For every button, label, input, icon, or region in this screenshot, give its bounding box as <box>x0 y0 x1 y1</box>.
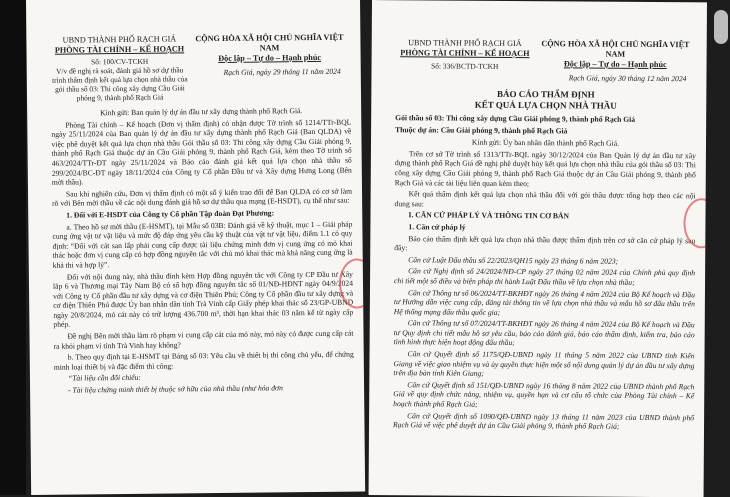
paragraph: - Tài liệu chứng minh thiết bị thuộc sở hữu của nhà thầu (như hóa đơn <box>68 383 283 395</box>
org-parent: UBND THÀNH PHỐ RẠCH GIÁ <box>62 34 177 45</box>
section-heading: I. CĂN CỨ PHÁP LÝ VÀ THÔNG TIN CƠ BẢN <box>408 210 570 221</box>
legal-basis-item: Căn cứ Luật Đấu thầu số 22/2023/QH15 ngày 23 tháng 6 năm 2023; <box>408 254 619 266</box>
package-name: Gói thầu số 03: Thi công xây dựng Cầu Giải phóng 9, thành phố Rạch Giá <box>395 113 636 124</box>
legal-basis-item: Căn cứ Thông tư số 06/2024/TT-BKHĐT ngày 26 tháng 4 năm 2024 của Bộ Kế hoạch và Đầu tư Hướng dẫn việc cung cấp, đăng tải thông tin về lựa chọn nhà thầu và mẫu hồ sơ đấu thầu trên Hệ thống mạng đấu thầu quốc gia; <box>393 287 695 317</box>
paragraph: Kết quả thẩm định kết quả lựa chọn nhà thầu đối với gói thầu được tổng hợp theo các nội dung sau: <box>394 189 696 209</box>
doc-date: Rạch Giá, ngày 30 tháng 12 năm 2024 <box>568 73 687 84</box>
org-parent: UBND THÀNH PHỐ RẠCH GIÁ <box>408 38 522 49</box>
report-header <box>395 38 696 84</box>
subsection-heading: 1. Căn cứ pháp lý <box>408 222 466 232</box>
project-name: Thuộc dự án: Cầu Giải phóng 9, thành phố Rạch Giá <box>395 124 568 135</box>
paragraph: a. Theo hồ sơ mời thầu (E-HSMT), tại Mẫu số 03B: Đánh giá về kỹ thuật, mục 1 – Giải pháp cung ứng vật tư vật liệu và mức độ đáp ứng yêu cầu kỹ thuật của vật tư vật liệu, điểm 1.1 có quy định: “Đối với cát san lấp phải cung cấp được tài liệu chứng minh đơn vị cung ứng có mỏ khai thác hoặc đơn vị cung cấp có hợp đồng nguyên tắc với chủ mỏ khai thác mà khả năng cung ứng là khả thi và hợp lý”. <box>52 219 353 270</box>
letter-header <box>50 33 351 103</box>
report-title: BÁO CÁO THẨM ĐỊNH <box>497 88 595 100</box>
addressee: Kính gửi: Ủy ban nhân dân thành phố Rạch Giá. <box>471 137 620 148</box>
legal-basis-item: Căn cứ Thông tư số 07/2024/TT-BKHĐT ngày 26 tháng 4 năm 2024 của Bộ Kế hoạch và Đầu tư Quy định chi tiết mẫu hồ sơ yêu cầu, báo cáo đánh giá, báo cáo thẩm định, kiểm tra, báo cáo tình hình thực hiện hoạt động đấu thầu; <box>393 318 695 348</box>
paragraph: Đối với nội dung này, nhà thầu đính kèm Hợp đồng nguyên tắc với Công ty CP Đầu tư Xây lắp 6 và Thương mại Tây Nam Bộ có số hợp đồng nguyên tắc số 01/NĐ-HĐNT ngày 04/9/2024 với Công ty Cổ phần đầu tư xây dựng và cơ điện Thiên Phú; Công ty Cổ phần đầu tư xây dựng và cơ điện Thiên Phú được Ủy ban nhân dân tỉnh Trà Vinh cấp Giấy phép khai thác số 23/GP-UBND ngày 20/8/2024, mỏ cát này có trữ lượng 436.700 m³, thời hạn khai thác 03 năm kể từ ngày cấp phép. <box>52 269 354 330</box>
document-page-left <box>26 0 365 495</box>
paragraph: Phòng Tài chính – Kế hoạch (Đơn vị thẩm định) có nhận được Tờ trình số 1214/TTr-BQL ngày 25/11/2024 của Ban quản lý dự án đầu tư xây dựng thành phố Rạch Giá (Ban QLDA) về việc phê duyệt kết quả lựa chọn nhà thầu Gói thầu số 03: Thi công xây dựng Cầu Giải phóng 9, thành phố Rạch Giá thuộc dự án Cầu Giải phóng 9, thành phố Rạch Giá, kèm theo Tờ trình số 463/2024/TTr-ĐT ngày 25/11/2024 và Báo cáo đánh giá kết quả lựa chọn nhà thầu số 299/2024/BC-ĐT ngày 18/11/2024 của Công ty Cổ phần Đầu tư và Xây dựng Hưng Long (Bên mời thầu). <box>51 117 352 187</box>
paragraph: “Tài liệu cần đối chiếu: <box>67 373 141 384</box>
scrollbar-thumb[interactable] <box>714 10 728 44</box>
doc-date: Rạch Giá, ngày 29 tháng 11 năm 2024 <box>223 66 341 77</box>
dark-margin <box>0 0 26 495</box>
doc-number: Số: 100/CV-TCKH <box>91 56 149 67</box>
legal-basis-item: Căn cứ Quyết định số 151/QĐ-UBND ngày 16 tháng 8 năm 2022 của UBND thành phố Rạch Giá về quy định chức năng, nhiệm vụ, quyền hạn và cơ cấu tổ chức của Phòng Tài chính – Kế hoạch thành phố Rạch Giá; <box>393 380 695 409</box>
report-subtitle: KẾT QUẢ LỰA CHỌN NHÀ THẦU <box>474 99 617 111</box>
national-motto <box>534 39 697 84</box>
org-name: PHÒNG TÀI CHÍNH – KẾ HOẠCH <box>400 48 530 59</box>
legal-basis-item: Căn cứ Quyết định số 1175/QĐ-UBND ngày 11 tháng 5 năm 2022 của UBND tỉnh Kiên Giang về việc giao nhiệm vụ và ủy quyền thực hiện một số nội dung quản lý dự án đầu tư xây dựng trên địa bàn tỉnh Kiên Giang; <box>393 349 695 379</box>
nation-title: CỘNG HÒA XÃ HỘI CHỦ NGHĨA VIỆT NAM <box>541 39 690 59</box>
paragraph: Báo cáo thẩm định kết quả lựa chọn nhà thầu được thẩm định trên cơ sở căn cứ pháp lý sau đây: <box>394 233 696 253</box>
document-page-right <box>369 0 707 497</box>
legal-basis-item: Căn cứ Nghị định số 24/2024/NĐ-CP ngày 27 tháng 02 năm 2024 của Chính phủ quy định chi tiết một số điều và biện pháp thi hành Luật Đấu thầu về lựa chọn nhà thầu; <box>394 266 696 287</box>
nation-motto: Độc lập – Tự do – Hạnh phúc <box>218 52 322 63</box>
nation-title: CỘNG HÒA XÃ HỘI CHỦ NGHĨA VIỆT NAM <box>195 32 344 53</box>
paragraph: b. Theo quy định tại E-HSMT tại Bảng số 03: Yêu cầu về thiết bị thi công chủ yếu, để chứng minh loại thiết bị và đặc điểm thì công: <box>53 349 354 372</box>
org-name: PHÒNG TÀI CHÍNH – KẾ HOẠCH <box>54 44 185 55</box>
doc-number: Số: 336/BCTD-TCKH <box>431 61 499 71</box>
paragraph: Đề nghị Bên mời thầu làm rõ phạm vi cung cấp cát của mỏ này, mỏ này có được cung cấp cát ra khỏi phạm vi tỉnh Trà Vinh hay không? <box>53 328 354 351</box>
section-heading: 1. Đối với E-HSDT của Công ty Cổ phần Tập đoàn Đạt Phương: <box>66 208 275 220</box>
paragraph: Trên cơ sở Tờ trình số 1313/TTr-BQL ngày 30/12/2024 của Ban Quản lý dự án đầu tư xây dựng thành phố Rạch Giá đề nghị phê duyệt hủy kết quả lựa chọn nhà thầu của gói thầu số 03: Thi công xây dựng Cầu Giải phóng 9, thành phố Rạch Giá thuộc dự án Cầu Giải phóng 9, thành phố Rạch Giá và các tài liệu liên quan kèm theo; <box>394 149 696 188</box>
sender-block <box>50 34 189 102</box>
addressee: Kính gửi: Ban quản lý dự án đầu tư xây dựng thành phố Rạch Giá. <box>99 106 303 118</box>
national-motto <box>188 33 351 102</box>
nation-motto: Độc lập – Tự do – Hạnh phúc <box>563 59 667 70</box>
sender-block <box>395 38 534 83</box>
legal-basis-item: Căn cứ Quyết định số 1090/QĐ-UBND ngày 13 tháng 11 năm 2023 của UBND thành phố Rạch Giá về việc phê duyệt dự án Cầu Giải phóng 9, thành phố Rạch Giá; <box>393 410 695 431</box>
paragraph: Sau khi nghiên cứu, Đơn vị thẩm định có một số ý kiến trao đổi để Ban QLDA có cơ sở làm rõ với Bên mời thầu về các nội dung đánh giá hồ sơ dự thầu qua mạng (E-HSDT), cụ thể như sau: <box>52 186 353 209</box>
doc-subject: V/v đề nghị rà soát, đánh giá hồ sơ dự thầu trình thẩm định kết quả lựa chọn nhà thầu của gói thầu số 03: Thi công xây dựng Cầu Giải phóng 9, thành phố Rạch Giá <box>52 65 188 103</box>
